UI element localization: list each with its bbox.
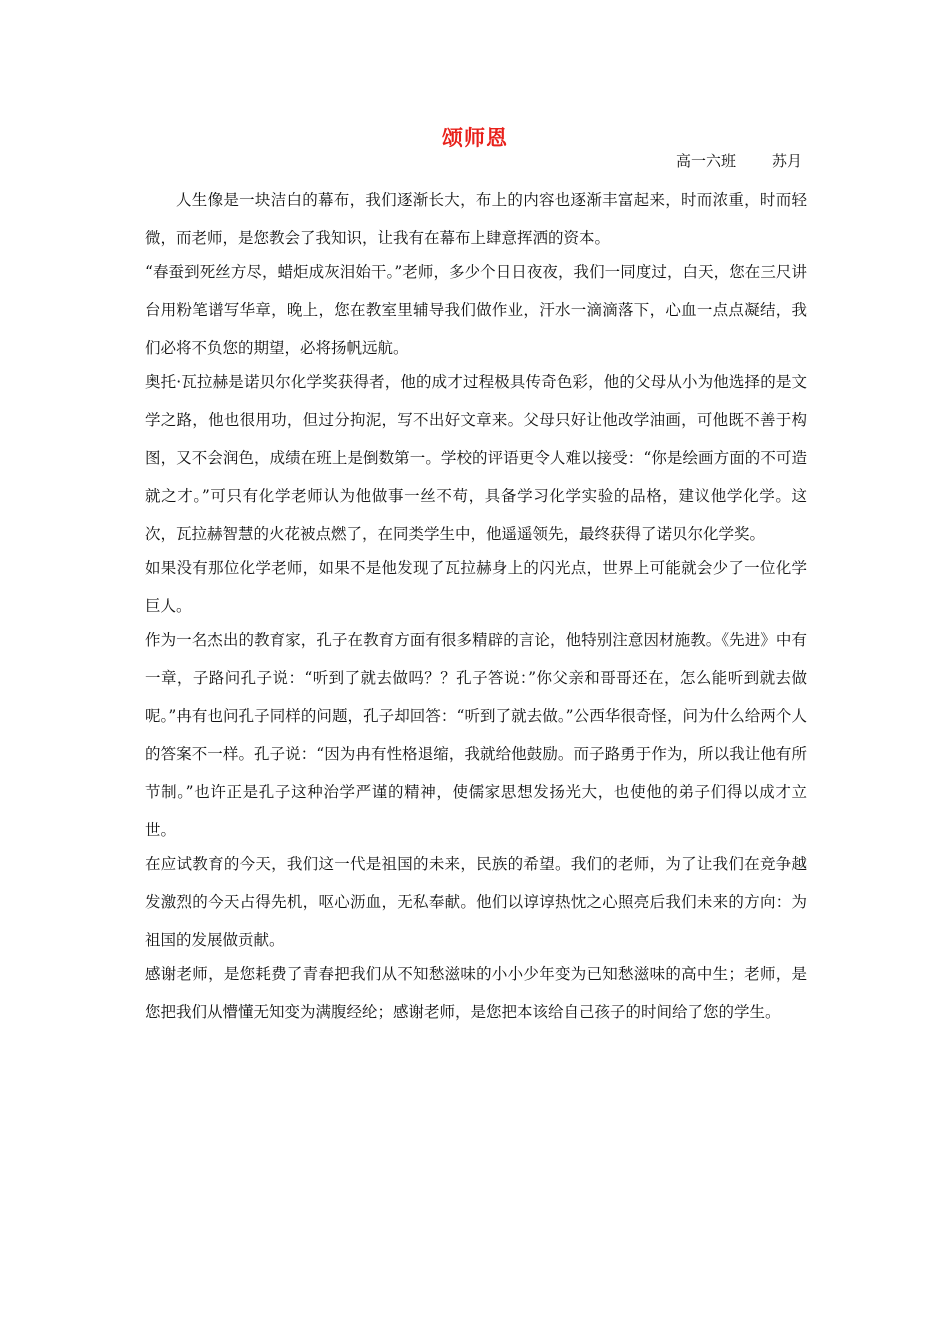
paragraph-wallach-story: 奥托·瓦拉赫是诺贝尔化学奖获得者，他的成才过程极具传奇色彩，他的父母从小为他选择的是文学之路，他也很用功，但过分拘泥，写不出好文章来。父母只好让他改学油画，可他既不善于构图，又不会润色，成绩在班上是倒数第一。学校的评语更令人难以接受：“你是绘画方面的不可造就之才。”可只有化学老师认为他做事一丝不苟，具备学习化学实验的品格，建议他学化学。这次，瓦拉赫智慧的火花被点燃了，在同类学生中，他遥遥领先，最终获得了诺贝尔化学奖。 (145, 373, 807, 543)
document-title: 颂师恩 (442, 126, 508, 150)
paragraph-confucius: 作为一名杰出的教育家，孔子在教育方面有很多精辟的言论，他特别注意因材施教。《先进》中有一章，子路问孔子说：“听到了就去做吗？？孔子答说：”你父亲和哥哥还在，怎么能听到就去做呢。”冉有也问孔子同样的问题，孔子却回答：“听到了就去做。”公西华很奇怪，问为什么给两个人的答案不一样。孔子说：“因为冉有性格退缩，我就给他鼓励。而子路勇于作为，所以我让他有所节制。”也许正是孔子这种治学严谨的精神，使儒家思想发扬光大，也使他的弟子们得以成才立世。 (145, 631, 807, 839)
document-body (145, 181, 807, 1031)
byline (676, 150, 802, 171)
byline-author: 苏月 (771, 152, 802, 170)
paragraph-poem: “春蚕到死丝方尽，蜡炬成灰泪始干。”老师，多少个日日夜夜，我们一同度过，白天，您在三尺讲台用粉笔谱写华章，晚上，您在教室里辅导我们做作业，汗水一滴滴落下，心血一点点凝结，我们必将不负您的期望，必将扬帆远航。 (145, 263, 807, 357)
paragraph-intro: 人生像是一块洁白的幕布，我们逐渐长大，布上的内容也逐渐丰富起来，时而浓重，时而轻微，而老师，是您教会了我知识，让我有在幕布上肆意挥洒的资本。 (145, 191, 807, 247)
paragraph-wallach-reflection: 如果没有那位化学老师，如果不是他发现了瓦拉赫身上的闪光点，世界上可能就会少了一位化学巨人。 (145, 559, 807, 615)
paragraph-gratitude: 感谢老师，是您耗费了青春把我们从不知愁滋味的小小少年变为已知愁滋味的高中生；老师，是您把我们从懵懂无知变为满腹经纶；感谢老师，是您把本该给自己孩子的时间给了您的学生。 (145, 965, 807, 1021)
paragraph-modern-teachers: 在应试教育的今天，我们这一代是祖国的未来，民族的希望。我们的老师，为了让我们在竞争越发激烈的今天占得先机，呕心沥血，无私奉献。他们以谆谆热忱之心照亮后我们未来的方向：为祖国的发展做贡献。 (145, 855, 807, 949)
byline-class: 高一六班 (675, 152, 736, 170)
